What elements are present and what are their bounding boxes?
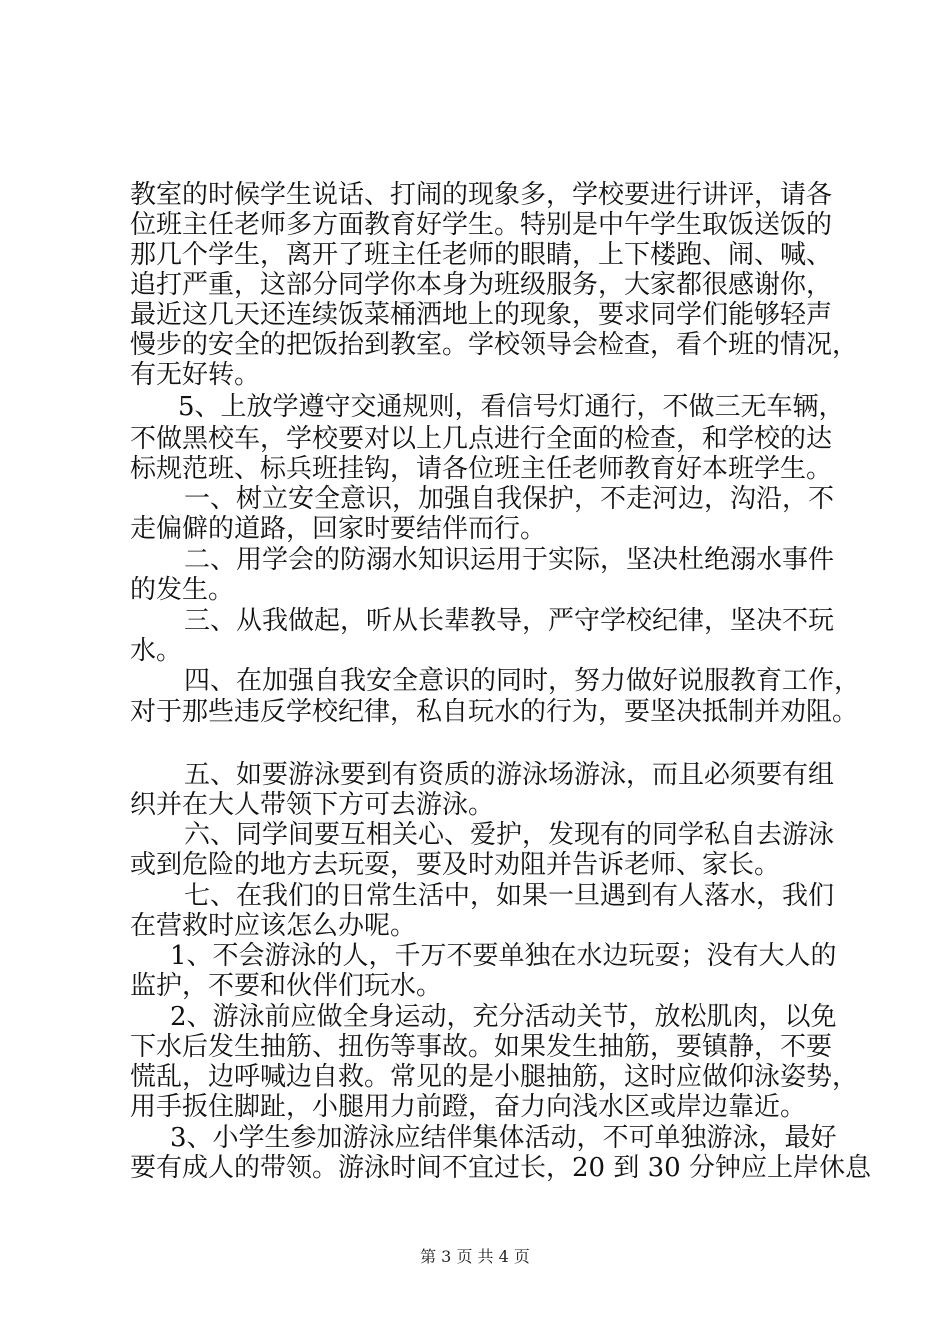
text-line: 三、从我做起，听从长辈教导，严守学校纪律，坚决不玩 <box>184 606 835 636</box>
text-line: 的发生。 <box>130 575 235 605</box>
text-line: 一、树立安全意识，加强自我保护，不走河边，沟沿，不 <box>184 484 835 514</box>
text-line: 3、小学生参加游泳应结伴集体活动，不可单独游泳，最好 <box>170 1123 837 1153</box>
text-line: 标规范班、标兵班挂钩，请各位班主任老师教育好本班学生。 <box>130 454 833 484</box>
text-line: 下水后发生抽筋、扭伤等事故。如果发生抽筋，要镇静，不要 <box>130 1032 833 1062</box>
text-line: 二、用学会的防溺水知识运用于实际，坚决杜绝溺水事件 <box>184 545 835 575</box>
text-line: 走偏僻的道路，回家时要结伴而行。 <box>130 514 547 544</box>
text-line: 5、上放学遵守交通规则，看信号灯通行，不做三无车辆， <box>178 392 845 422</box>
text-line: 不做黑校车，学校要对以上几点进行全面的检查，和学校的达 <box>130 424 833 454</box>
text-line: 2、游泳前应做全身运动，充分活动关节，放松肌肉，以免 <box>170 1002 837 1032</box>
text-line: 慢步的安全的把饭抬到教室。学校领导会检查，看个班的情况， <box>130 330 859 360</box>
text-line: 七、在我们的日常生活中，如果一旦遇到有人落水，我们 <box>184 881 835 911</box>
text-line: 有无好转。 <box>130 360 261 390</box>
text-line: 最近这几天还连续饭菜桶洒地上的现象，要求同学们能够轻声 <box>130 300 833 330</box>
text-line: 慌乱，边呼喊边自救。常见的是小腿抽筋，这时应做仰泳姿势， <box>130 1062 859 1092</box>
text-line: 织并在大人带领下方可去游泳。 <box>130 790 495 820</box>
text-line: 位班主任老师多方面教育好学生。特别是中午学生取饭送饭的 <box>130 210 833 240</box>
text-line: 用手扳住脚趾，小腿用力前蹬，奋力向浅水区或岸边靠近。 <box>130 1092 807 1122</box>
text-line: 教室的时候学生说话、打闹的现象多，学校要进行讲评，请各 <box>130 180 833 210</box>
text-line: 监护，不要和伙伴们玩水。 <box>130 971 443 1001</box>
page-footer: 第 3 页 共 4 页 <box>420 1247 530 1266</box>
text-line: 四、在加强自我安全意识的同时，努力做好说服教育工作， <box>184 666 861 696</box>
text-line: 1、不会游泳的人，千万不要单独在水边玩耍；没有大人的 <box>170 941 837 971</box>
text-line: 要有成人的带领。游泳时间不宜过长，20 到 30 分钟应上岸休息 <box>130 1153 871 1183</box>
text-line: 五、如要游泳要到有资质的游泳场游泳，而且必须要有组 <box>184 760 835 790</box>
text-line: 那几个学生，离开了班主任老师的眼睛，上下楼跑、闹、喊、 <box>130 240 833 270</box>
text-line: 追打严重，这部分同学你本身为班级服务，大家都很感谢你， <box>130 270 833 300</box>
text-line: 对于那些违反学校纪律，私自玩水的行为，要坚决抵制并劝阻。 <box>130 697 859 727</box>
text-line: 或到危险的地方去玩耍，要及时劝阻并告诉老师、家长。 <box>130 850 781 880</box>
text-line: 在营救时应该怎么办呢。 <box>130 911 417 941</box>
text-line: 六、同学间要互相关心、爱护，发现有的同学私自去游泳 <box>184 820 835 850</box>
text-line: 水。 <box>130 636 183 666</box>
